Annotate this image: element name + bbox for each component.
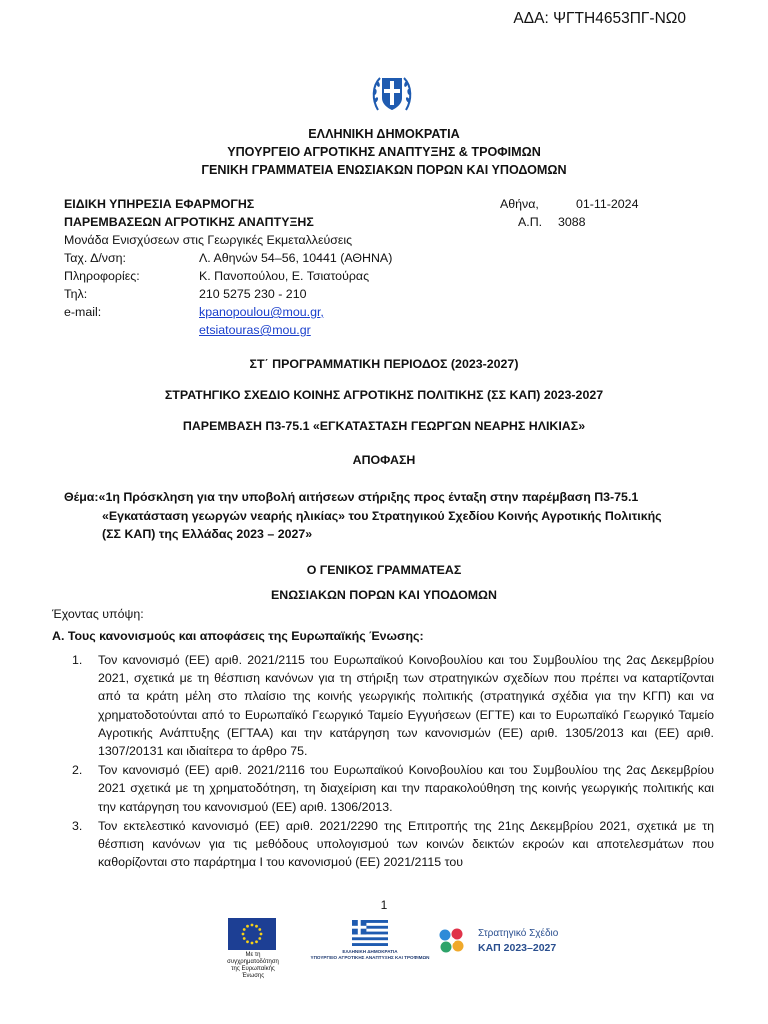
email-link-2[interactable]: etsiatouras@mou.gr [199,323,311,337]
decision-title: ΑΠΟΦΑΣΗ [352,453,416,467]
subject-line-1: Θέμα:«1η Πρόσκληση για την υποβολή αιτήσεων στήριξης προς ένταξη στην παρέμβαση Π3-75.1 [64,490,639,504]
info-label: Πληροφορίες: [64,269,140,283]
list-item-text: Τον εκτελεστικό κανονισμό (ΕΕ) αριθ. 2021/2290 της Επιτροπής της 21ης Δεκεμβρίου 2021, σχετικά με τη θέσπιση κανόνων για τις μεθόδους υπολογισμού των κοινών δεικτών εκροών και αποτελεσμάτων που καθορίζονται στο παράρτημα Ι του κανονισμού (ΕΕ) 2021/2115 του [98,818,714,870]
email-link-1[interactable]: kpanopoulou@mou.gr, [199,305,324,319]
intervention-title: ΠΑΡΕΜΒΑΣΗ Π3-75.1 «ΕΓΚΑΤΑΣΤΑΣΗ ΓΕΩΡΓΩΝ ΝΕΑΡΗΣ ΗΛΙΚΙΑΣ» [182,419,586,433]
cap-plan-logo [436,924,576,960]
sender-office-2: ΠΑΡΕΜΒΑΣΕΩΝ ΑΓΡΟΤΙΚΗΣ ΑΝΑΠΤΥΞΗΣ [64,215,314,229]
list-item-text: Τον κανονισμό (ΕΕ) αριθ. 2021/2116 του Ευρωπαϊκού Κοινοβουλίου και του Συμβουλίου της 2ας Δεκεμβρίου 2021 σχετικά με τη χρηματοδότηση, τη διαχείριση και την παρακολούθηση της κοινής γεωργικής πολιτικής και την κατάργηση του κανονισμού (ΕΕ) αριθ. 1306/2013. [98,763,714,814]
list-item [64,761,714,816]
cap-plan-line-2: ΚΑΠ 2023–2027 [478,942,557,954]
subject-block [64,488,712,544]
eu-caption-2: της Ευρωπαϊκής Ένωσης [231,966,275,979]
subject-line-2: «Εγκατάσταση γεωργών νεαρής ηλικίας» του Στρατηγικού Σχεδίου Κοινής Αγροτικής Πολιτικής [102,508,662,523]
list-item-text: Τον κανονισμό (ΕΕ) αριθ. 2021/2115 του Ευρωπαϊκού Κοινοβουλίου και του Συμβουλίου της 2ας Δεκεμβρίου 2021, σχετικά με τη θέσπιση κανόνων για τη στήριξη των στρατηγικών σχεδίων που πρέπει να καταρτίζονται από τα κράτη μέλη στο πλαίσιο της κοινής γεωργικής πολιτικής (στρατηγικά σχέδια για την ΚΓΠ) και να χρηματοδοτούνται από το Ευρωπαϊκό Γεωργικό Ταμείο Εγγυήσεων (ΕΓΤΕ) και το Ευρωπαϊκό Γεωργικό Ταμείο Αγροτικής Ανάπτυξης (ΕΓΤΑΑ) και την κατάργηση των κανονισμών (ΕΕ) αριθ. 1305/2013 και (ΕΕ) αριθ. 1307/20131 και ιδιαίτερα το άρθρο 75. [98,653,714,759]
greek-ministry-logo [310,920,430,961]
eu-caption-1: Με τη συγχρηματοδότηση [227,952,279,965]
document-date: 01-11-2024 [576,197,639,211]
period-title: ΣΤ΄ ΠΡΟΓΡΑΜΜΑΤΙΚΗ ΠΕΡΙΟΔΟΣ (2023-2027) [249,357,519,371]
header-republic: ΕΛΛΗΝΙΚΗ ΔΗΜΟΚΡΑΤΙΑ [308,127,460,141]
list-item-number: 2. [72,763,83,778]
list-item [64,817,714,871]
subject-line-3: (ΣΣ ΚΑΠ) της Ελλάδας 2023 – 2027» [102,527,313,541]
section-a-heading: Α. Τους κανονισμούς και αποφάσεις της Ευρωπαϊκής Ένωσης: [52,629,424,643]
header-ministry: ΥΠΟΥΡΓΕΙΟ ΑΓΡΟΤΙΚΗΣ ΑΝΑΠΤΥΞΗΣ & ΤΡΟΦΙΜΩΝ [227,145,541,159]
regulations-list [64,651,714,872]
signatory-title: Ο ΓΕΝΙΚΟΣ ΓΡΑΜΜΑΤΕΑΣ [306,563,462,577]
address-label: Ταχ. Δ/νση: [64,251,126,265]
info-value: Κ. Πανοπούλου, Ε. Τσιατούρας [199,269,370,283]
cap-flower-icon [436,926,470,956]
cap-plan-line-1: Στρατηγικό Σχέδιο [478,928,559,939]
sender-unit: Μονάδα Ενισχύσεων στις Γεωργικές Εκμεταλλεύσεις [64,233,353,247]
page-number: 1 [380,898,388,912]
list-item-number: 3. [72,818,83,833]
address-value: Λ. Αθηνών 54–56, 10441 (ΑΘΗΝΑ) [199,251,393,265]
eu-logo [222,918,284,980]
footer-logos [0,918,768,979]
eu-flag-icon [228,918,276,950]
email-label: e-mail: [64,305,102,319]
list-item-number: 1. [72,653,83,667]
gr-caption-1: ΕΛΛΗΝΙΚΗ ΔΗΜΟΚΡΑΤΙΑ [342,949,398,954]
gr-caption-2: ΥΠΟΥΡΓΕΙΟ ΑΓΡΟΤΙΚΗΣ ΑΝΑΠΤΥΞΗΣ ΚΑΙ ΤΡΟΦΙΜΩΝ [310,955,430,960]
list-item [64,651,714,760]
greek-emblem-icon [368,70,416,118]
phone-value: 210 5275 230 - 210 [199,287,307,301]
place-label: Αθήνα, [500,197,539,211]
signatory-secretariat: ΕΝΩΣΙΑΚΩΝ ΠΟΡΩΝ ΚΑΙ ΥΠΟΔΟΜΩΝ [271,588,497,602]
considering-label: Έχοντας υπόψη: [52,607,144,621]
greek-flag-icon [352,920,388,946]
phone-label: Τηλ: [64,287,88,301]
sender-office-1: ΕΙΔΙΚΗ ΥΠΗΡΕΣΙΑ ΕΦΑΡΜΟΓΗΣ [64,197,255,211]
ada-code: ΑΔΑ: ΨΓΤΗ4653ΠΓ-ΝΩ0 [513,10,686,27]
header-secretariat: ΓΕΝΙΚΗ ΓΡΑΜΜΑΤΕΙΑ ΕΝΩΣΙΑΚΩΝ ΠΟΡΩΝ ΚΑΙ ΥΠΟΔΟΜΩΝ [201,163,567,177]
plan-title: ΣΤΡΑΤΗΓΙΚΟ ΣΧΕΔΙΟ ΚΟΙΝΗΣ ΑΓΡΟΤΙΚΗΣ ΠΟΛΙΤΙΚΗΣ (ΣΣ ΚΑΠ) 2023-2027 [164,388,604,402]
ref-number: 3088 [558,215,586,229]
ref-label: Α.Π. [518,215,543,229]
